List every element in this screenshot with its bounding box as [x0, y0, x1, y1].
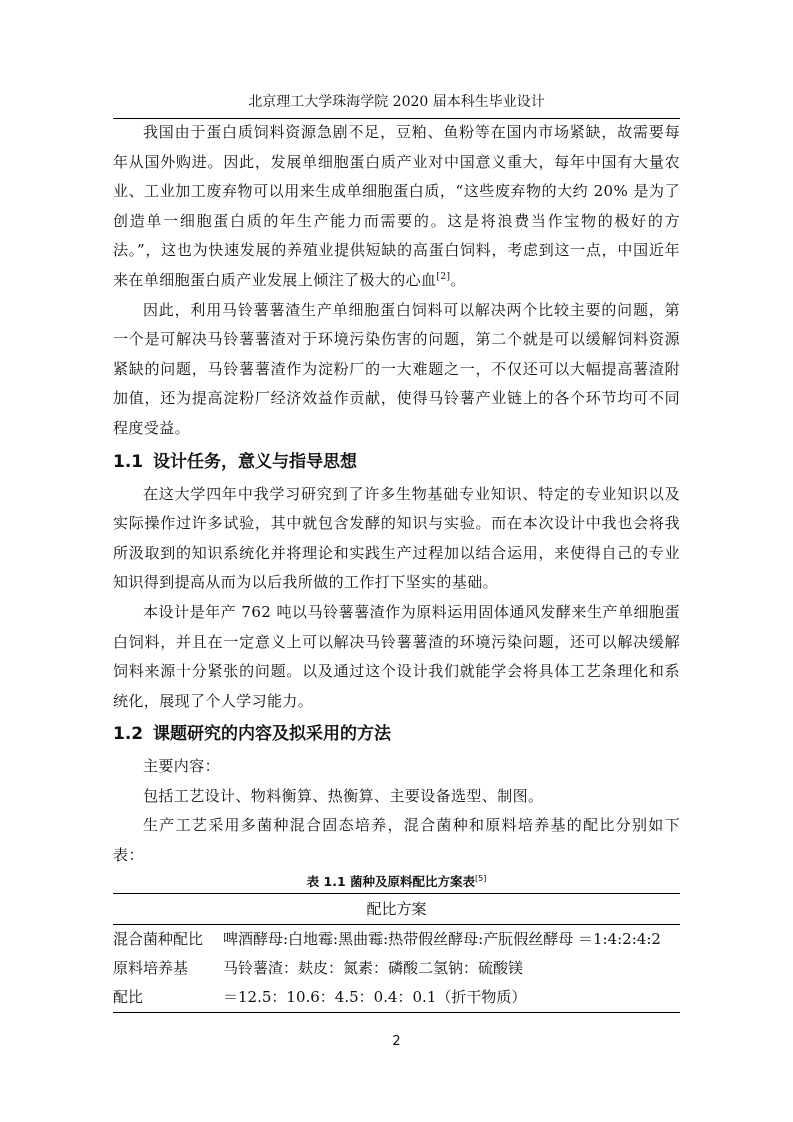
section-number: 1.1: [113, 451, 144, 472]
table-row-label: 原料培养基: [113, 958, 189, 977]
page-number: 2: [392, 1034, 401, 1049]
table-caption-text: 表 1.1 菌种及原料配比方案表: [306, 873, 475, 889]
ratio-table: [113, 893, 680, 1013]
table-row: [113, 954, 680, 983]
section-1-2-line-1: 主要内容：: [143, 757, 221, 776]
table-row-value: ＝12.5：10.6：4.5：0.4：0.1（折干物质）: [223, 987, 527, 1006]
section-1-1-paragraph-1: 在这大学四年中我学习研究到了许多生物基础专业知识、特定的专业知识以及实际操作过许多试验，其中就包含发酵的知识与实验。而在本次设计中我也会将我所汲取到的知识系统化并将理论和实践生产过程加以结合运用，来使得自己的专业知识得到提高从而为以后我所做的工作打下坚实的基础。: [113, 484, 680, 592]
section-1-2-line-2: 包括工艺设计、物料衡算、热衡算、主要设备选型、制图。: [143, 786, 544, 805]
table-row-value: 马铃薯渣：麸皮：氮素：磷酸二氢钠：硫酸镁: [223, 958, 524, 977]
intro-paragraph-1-end: 。: [450, 270, 466, 289]
table-row-value: 啤酒酵母:白地霉:黑曲霉:热带假丝酵母:产朊假丝酵母 ＝1:4:2:4:2: [223, 929, 661, 948]
table-caption-ref: [5]: [475, 873, 487, 883]
table-caption: [113, 871, 680, 893]
running-header: 北京理工大学珠海学院 2020 届本科生毕业设计: [248, 94, 545, 110]
section-title: 课题研究的内容及拟采用的方法: [153, 724, 391, 745]
section-number: 1.2: [113, 724, 144, 745]
section-heading-1-2: [113, 716, 680, 752]
page-body: [113, 118, 680, 1013]
intro-paragraph-1: [113, 118, 680, 296]
table-row-label: 混合菌种配比: [113, 929, 204, 948]
intro-paragraph-1-text: 我国由于蛋白质饲料资源急剧不足，豆粕、鱼粉等在国内市场紧缺，故需要每年从国外购进。因此，发展单细胞蛋白质产业对中国意义重大，每年中国有大量农业、工业加工废弃物可以用来生成单细胞蛋白质，“这些废弃物的大约 20% 是为了创造单一细胞蛋白质的年生产能力而需要的。这是将浪费当作宝物的极好的方法。”，这也为快速发展的养殖业提供短缺的高蛋白饲料，考虑到这一点，中国近年来在单细胞蛋白质产业发展上倾注了极大的心血: [113, 123, 680, 289]
section-1-1-paragraph-2: 本设计是年产 762 吨以马铃薯薯渣作为原料运用固体通风发酵来生产单细胞蛋白饲料，并且在一定意义上可以解决马铃薯薯渣的环境污染问题，还可以解决缓解饲料来源十分紧张的问题。以及通过这个设计我们就能学会将具体工艺条理化和系统化，展现了个人学习能力。: [113, 602, 680, 710]
section-title: 设计任务，意义与指导思想: [153, 451, 357, 472]
intro-paragraph-2: 因此，利用马铃薯薯渣生产单细胞蛋白饲料可以解决两个比较主要的问题，第一个是可解决马铃薯薯渣对于环境污染伤害的问题，第二个就是可以缓解饲料资源紧缺的问题，马铃薯薯渣作为淀粉厂的一大难题之一，不仅还可以大幅提高薯渣附加值，还为提高淀粉厂经济效益作贡献，使得马铃薯产业链上的各个环节均可不同程度受益。: [113, 300, 680, 437]
table-row: [113, 925, 680, 954]
section-heading-1-1: [113, 444, 680, 480]
table-row: [113, 983, 680, 1012]
citation-ref: [2]: [436, 271, 451, 282]
table-header: 配比方案: [113, 894, 680, 925]
section-1-2-line-3: 生产工艺采用多菌种混合固态培养，混合菌种和原料培养基的配比分别如下表：: [113, 816, 680, 865]
table-row-label: 配比: [113, 987, 144, 1006]
